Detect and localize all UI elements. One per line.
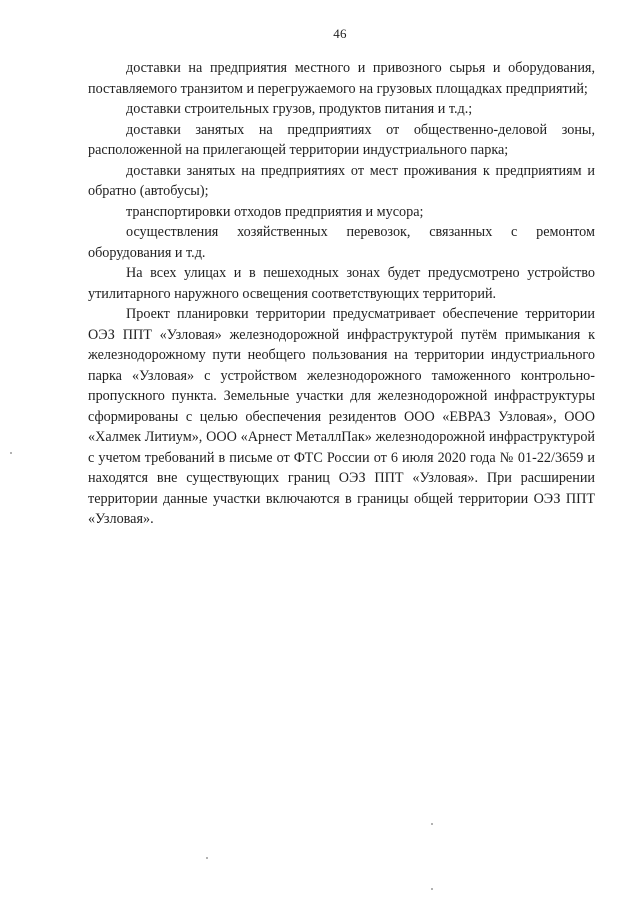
paragraph-delivery-workers-residence: доставки занятых на предприятиях от мест проживания к предприятиям и обратно (автобусы); (88, 162, 595, 199)
paragraph-waste-transport: транспортировки отходов предприятия и мусора; (126, 203, 424, 220)
scan-speck (431, 823, 433, 825)
paragraph-delivery-raw-materials: доставки на предприятия местного и привозного сырья и оборудования, поставляемого транзитом и перегружаемого на грузовых площадках предприятий; (88, 60, 595, 97)
paragraph-delivery-workers-business-zone: доставки занятых на предприятиях от общественно-деловой зоны, расположенной на прилегающей территории индустриального парка; (88, 121, 595, 158)
page-number: 46 (333, 26, 347, 41)
paragraph-delivery-construction-cargo: доставки строительных грузов, продуктов питания и т.д.; (126, 101, 473, 117)
scan-speck (431, 888, 433, 890)
document-body (88, 58, 595, 530)
scan-speck (206, 857, 208, 859)
paragraph-railway-infrastructure: Проект планировки территории предусматривает обеспечение территории ОЭЗ ППТ «Узловая» железнодорожной инфраструктурой путём примыкания к железнодорожному пути необщего пользования на территории индустриального парка «Узловая» с устройством железнодорожного таможенного контрольно-пропускного пункта. Земельные участки для железнодорожной инфраструктуры сформированы с целью обеспечения резидентов ООО «ЕВРАЗ Узловая», ООО «Халмек Литиум», ООО «Арнест МеталлПак» железнодорожной инфраструктурой с учетом требований в письме от ФТС России от 6 июля 2020 года № 01-22/3659 и находятся вне существующих границ ОЭЗ ППТ «Узловая». При расширении территории данные участки включаются в границы общей территории ОЭЗ ППТ «Узловая». (88, 306, 595, 527)
paragraph-maintenance-transport: осуществления хозяйственных перевозок, связанных с ремонтом оборудования и т.д. (88, 224, 595, 261)
scan-speck (10, 452, 12, 454)
paragraph-street-lighting: На всех улицах и в пешеходных зонах будет предусмотрено устройство утилитарного наружного освещения соответствующих территорий. (88, 265, 595, 302)
